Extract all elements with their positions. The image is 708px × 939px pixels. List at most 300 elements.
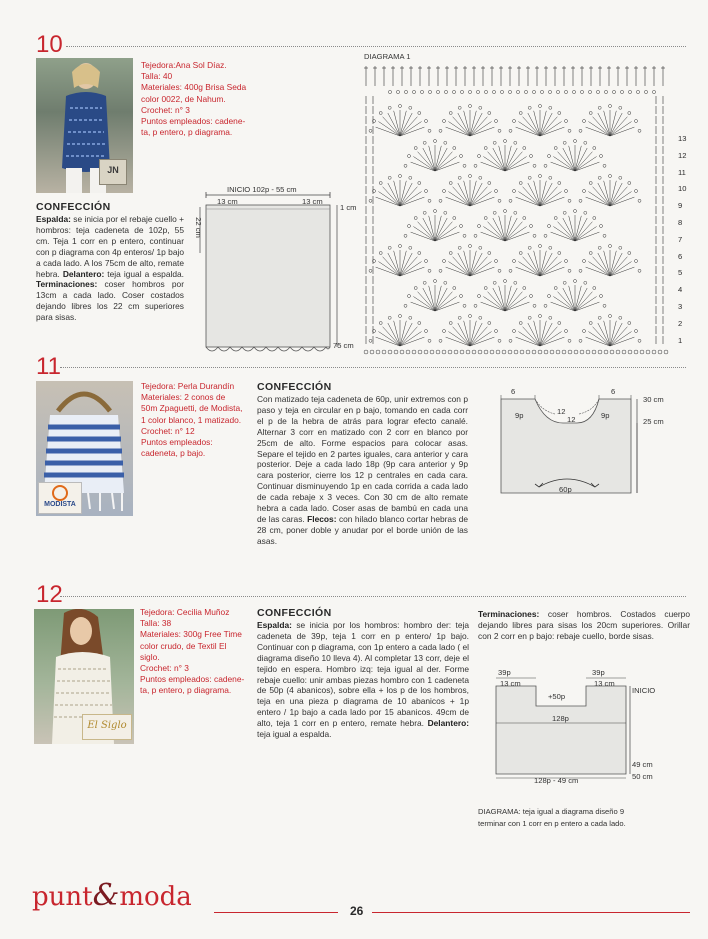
chart-stitch: [609, 245, 612, 248]
chart-stitch: [652, 90, 655, 93]
chart-stitch: [628, 350, 632, 354]
brand-left: punt: [32, 882, 93, 912]
chart-stitch: [379, 322, 382, 325]
chart-stitch: [638, 129, 641, 132]
chart-stitch: [404, 164, 407, 167]
chart-stitch: [628, 182, 631, 185]
chart-stitch: [583, 330, 586, 333]
chart-stitch: [423, 211, 426, 214]
chart-stitch: [418, 252, 421, 255]
top-right-50: 50 cm: [632, 772, 653, 781]
chart-stitch: [418, 112, 421, 115]
row-number: 5: [678, 268, 683, 278]
chart-stitch: [481, 162, 505, 171]
chart-stitch: [466, 350, 470, 354]
credits-item-10: [141, 60, 246, 138]
schema-right-shoulder: 13 cm: [302, 197, 323, 206]
chart-stitch: [504, 140, 507, 143]
chart-stitch: [636, 90, 639, 93]
credit-line: ta, p entero, p diagrama.: [140, 685, 232, 696]
chart-stitch: [495, 190, 498, 193]
chart-stitch: [423, 281, 426, 284]
text-terminaciones: coser hombros por 13cm a cada lado. Coser costados dejando libres los 22 cm superiores para sisas.: [36, 279, 184, 323]
footer-rule-left: [214, 912, 338, 913]
chart-stitch: [435, 232, 459, 241]
chart-stitch: [620, 90, 623, 93]
chart-stitch: [638, 199, 641, 202]
top-bottom: 128p - 49 cm: [534, 776, 579, 785]
chart-stitch: [376, 127, 400, 136]
chart-stitch: [411, 232, 435, 241]
credit-line: Puntos empleados: cadene-: [141, 116, 246, 127]
chart-stitch: [493, 211, 496, 214]
chart-stitch: [436, 350, 440, 354]
chart-stitch: [504, 280, 507, 283]
chart-stitch: [463, 304, 466, 307]
chart-stitch: [479, 176, 482, 179]
chart-stitch: [388, 176, 391, 179]
chart-stitch: [530, 295, 533, 298]
chart-stitch: [551, 232, 575, 241]
chart-stitch: [394, 350, 398, 354]
chart-stitch: [505, 232, 529, 241]
chart-stitch: [628, 112, 631, 115]
chart-stitch: [458, 176, 461, 179]
chart-stitch: [528, 316, 531, 319]
row-number: 11: [678, 167, 686, 177]
chart-stitch: [533, 164, 536, 167]
chart-stitch: [443, 330, 446, 333]
chart-stitch: [414, 147, 417, 150]
chart-stitch: [453, 287, 456, 290]
chart-stitch: [369, 129, 372, 132]
chart-stitch: [425, 260, 428, 263]
chart-stitch: [470, 127, 494, 136]
chart-stitch: [580, 90, 583, 93]
chart-stitch: [563, 281, 566, 284]
text-body: Con matizado teja cadeneta de 60p, unir extremos con p paso y teja en circular en p bajo, tomando en cada corr el p de la hebra de atrás para lograr efecto canalé. Alternar 3 corr en matizado con 2 corr en blanco por 25cm de alto. Forme espacios para colocar asas. Separe el tejido en 2 partes iguales, cara anterior y cara posterior. Deje a cada lado 18p (9p cara anterior y 9p cara posterior, cierre los 12 p centrales en cada cara. Continuar disminuyendo 1p en cada corrida a cada lado de cada rebaje x 3 veces. Con 30 cm de alto remate hebra a cada lado. Coser asas de bambú en cada una de las caras.: [257, 394, 468, 524]
chart-stitch: [379, 252, 382, 255]
chart-stitch: [600, 225, 603, 228]
chart-stitch: [519, 322, 522, 325]
chart-stitch: [583, 260, 586, 263]
text-flecos: con hilado blanco cortar hebras de 28 cm, poner doble y anudar por el borde unión de las asas.: [257, 513, 469, 546]
credit-line: cadeneta, p bajo.: [141, 448, 206, 459]
credit-line: Tejedora: Cecilia Muñoz: [140, 607, 230, 617]
chart-stitch: [509, 199, 512, 202]
chart-stitch: [425, 330, 428, 333]
chart-stitch: [586, 267, 610, 276]
chart-stitch: [469, 175, 472, 178]
heading-confeccion-10: CONFECCIÓN: [36, 201, 111, 213]
chart-stitch: [435, 162, 459, 171]
chart-stitch: [399, 105, 402, 108]
chart-stitch: [411, 162, 435, 171]
bag-height-total: 30 cm: [643, 395, 664, 404]
chart-stitch: [490, 350, 494, 354]
chart-stitch: [568, 199, 571, 202]
chart-stitch: [533, 234, 536, 237]
bag-top-left: 6: [511, 387, 516, 396]
chart-stitch: [388, 316, 391, 319]
chart-stitch: [404, 234, 407, 237]
chart-stitch: [514, 281, 517, 284]
chart-stitch: [428, 90, 431, 93]
chart-stitch: [565, 120, 568, 123]
chart-stitch: [609, 175, 612, 178]
chart-stitch: [428, 129, 431, 132]
chart-stitch: [400, 350, 404, 354]
chart-stitch: [418, 182, 421, 185]
chart-stitch: [549, 106, 552, 109]
chart-stitch: [603, 234, 606, 237]
chart-stitch: [574, 140, 577, 143]
chart-stitch: [495, 260, 498, 263]
chart-stitch: [565, 330, 568, 333]
schema-item-11: [495, 385, 685, 505]
chart-stitch: [460, 155, 463, 158]
brand-logo: JN: [99, 159, 127, 185]
text-delantero: teja igual a espalda.: [107, 268, 184, 279]
chart-stitch: [538, 350, 542, 354]
chart-stitch: [580, 350, 584, 354]
chart-stitch: [579, 199, 582, 202]
chart-stitch: [586, 127, 610, 136]
chart-stitch: [523, 287, 526, 290]
chart-stitch: [523, 217, 526, 220]
item-10-number: 10: [36, 31, 63, 58]
chart-stitch: [514, 350, 518, 354]
row-number: 3: [678, 302, 683, 311]
chart-stitch: [574, 350, 578, 354]
row-number: 1: [678, 335, 683, 345]
chart-stitch: [408, 155, 411, 158]
chart-stitch: [400, 197, 424, 206]
chart-stitch: [548, 155, 551, 158]
bag-left-p: 9p: [515, 411, 524, 420]
chart-stitch: [428, 339, 431, 342]
chart-stitch: [598, 316, 601, 319]
row-number: 10: [678, 184, 687, 194]
chart-stitch: [516, 197, 540, 206]
chart-stitch: [488, 182, 491, 185]
schema-bottom: 75 cm: [333, 341, 354, 350]
chart-stitch: [539, 105, 542, 108]
chart-stitch: [469, 315, 472, 318]
bag-bottom-p: 60p: [559, 485, 572, 494]
chart-stitch: [539, 315, 542, 318]
chart-stitch: [495, 120, 498, 123]
credit-line: Materiales: 400g Brisa Seda: [141, 82, 247, 93]
chart-stitch: [610, 267, 634, 276]
chart-stitch: [502, 350, 506, 354]
chart-stitch: [558, 182, 561, 185]
chart-stitch: [619, 246, 622, 249]
chart-stitch: [550, 350, 554, 354]
chart-stitch: [598, 106, 601, 109]
chart-stitch: [600, 295, 603, 298]
diagram-1: [360, 52, 690, 362]
chart-stitch: [544, 304, 547, 307]
chart-stitch: [516, 127, 540, 136]
chart-stitch: [493, 141, 496, 144]
note-line-1: DIAGRAMA: teja igual a diagrama diseño 9: [478, 807, 625, 816]
chart-stitch: [428, 199, 431, 202]
schema-side: 22 cm: [193, 217, 203, 238]
chart-stitch: [460, 295, 463, 298]
label-delantero: Delantero:: [427, 718, 470, 729]
text-espalda: se inicia por el rebaje cuello + hombros: teja cadeneta de 102p, 55 cm. Teja 1 corr en p entero, continuar con p diagrama con 4p enteros/ 1p bajo a cada lado. A los 75cm de alto, remate hebra.: [36, 214, 184, 279]
photo-item-10: [36, 58, 133, 193]
chart-stitch: [593, 147, 596, 150]
chart-stitch: [434, 210, 437, 213]
label-espalda: Espalda:: [36, 214, 71, 224]
chart-stitch: [424, 350, 428, 354]
chart-stitch: [610, 350, 614, 354]
chart-stitch: [544, 164, 547, 167]
chart-stitch: [470, 197, 494, 206]
chart-stitch: [488, 252, 491, 255]
chart-stitch: [411, 302, 435, 311]
chart-stitch: [628, 322, 631, 325]
chart-stitch: [558, 112, 561, 115]
chart-stitch: [530, 155, 533, 158]
chart-stitch: [474, 164, 477, 167]
diagram-title: DIAGRAMA 1: [364, 52, 411, 61]
chart-stitch: [600, 155, 603, 158]
chart-stitch: [540, 267, 564, 276]
chart-stitch: [646, 350, 650, 354]
chart-stitch: [551, 162, 575, 171]
bag-center-p2: 12: [567, 415, 576, 424]
chart-stitch: [478, 295, 481, 298]
chart-stitch: [520, 350, 524, 354]
chart-stitch: [548, 295, 551, 298]
garment-schema: [190, 185, 365, 355]
chart-stitch: [539, 175, 542, 178]
chart-stitch: [418, 322, 421, 325]
row-number: 2: [678, 318, 683, 328]
schema-item-12: [490, 668, 690, 788]
chart-stitch: [628, 252, 631, 255]
chart-stitch: [604, 90, 607, 93]
chart-stitch: [598, 350, 602, 354]
chart-stitch: [574, 210, 577, 213]
chart-stitch: [583, 190, 586, 193]
chart-stitch: [579, 269, 582, 272]
chart-stitch: [444, 211, 447, 214]
chart-stitch: [469, 245, 472, 248]
chart-stitch: [409, 316, 412, 319]
chart-stitch: [376, 337, 400, 346]
chart-stitch: [528, 106, 531, 109]
chart-stitch: [589, 112, 592, 115]
credit-line: Puntos empleados:: [141, 437, 213, 448]
chart-stitch: [586, 337, 610, 346]
chart-stitch: [583, 120, 586, 123]
chart-stitch: [638, 339, 641, 342]
chart-stitch: [481, 232, 505, 241]
chart-stitch: [508, 90, 511, 93]
chart-stitch: [568, 269, 571, 272]
chart-stitch: [468, 90, 471, 93]
chart-stitch: [449, 252, 452, 255]
chart-stitch: [439, 199, 442, 202]
chart-stitch: [376, 267, 400, 276]
chart-stitch: [439, 339, 442, 342]
chart-stitch: [399, 245, 402, 248]
chart-stitch: [369, 269, 372, 272]
chart-stitch: [598, 246, 601, 249]
footer-rule-right: [372, 912, 690, 913]
chart-stitch: [409, 246, 412, 249]
chart-stitch: [428, 269, 431, 272]
chart-stitch: [369, 339, 372, 342]
chart-stitch: [446, 197, 470, 206]
chart-stitch: [449, 112, 452, 115]
diagram-note-12: [478, 806, 626, 830]
chart-stitch: [488, 112, 491, 115]
bag-top-right: 6: [611, 387, 616, 396]
chart-stitch: [616, 350, 620, 354]
chart-stitch: [604, 350, 608, 354]
chart-stitch: [484, 350, 488, 354]
item-12-number: 12: [36, 581, 63, 608]
chart-stitch: [519, 182, 522, 185]
credit-line: Crochet: n° 3: [140, 663, 189, 674]
chart-stitch: [568, 129, 571, 132]
chart-stitch: [420, 90, 423, 93]
chart-stitch: [640, 350, 644, 354]
chart-stitch: [504, 210, 507, 213]
chart-stitch: [544, 350, 548, 354]
label-flecos: Flecos:: [307, 513, 337, 524]
chart-stitch: [396, 90, 399, 93]
chart-stitch: [540, 197, 564, 206]
note-line-2: terminar con 1 corr en p entero a cada lado.: [478, 819, 626, 828]
chart-stitch: [478, 350, 482, 354]
chart-stitch: [513, 120, 516, 123]
chart-stitch: [430, 350, 434, 354]
chart-stitch: [449, 322, 452, 325]
chart-stitch: [589, 182, 592, 185]
photo-item-11: [36, 381, 133, 516]
item-11-number: 11: [36, 353, 61, 380]
chart-stitch: [598, 176, 601, 179]
label-espalda: Espalda:: [257, 620, 292, 630]
text-espalda: se inicia por los hombros: hombro der: teja cadeneta de 39p, teja 1 corr en p entero/ 1p bajo. Continuar con p diagrama, con 1p entero a cada lado ( el diagrama diseño 10 lleva 4). Al completar 13 corr, deje el tejido en espera. Hombro izq: teja igual al der. Forme rebaje cuello: unir ambas piezas hombro con 1 cadeneta de 50p (4 abanicos), sobre ella + los p de los hombros, teja en una pieza p diagrama de 10 abanicos + 1p entero / 1p bajo a cada lado por 15 abanicos. 49cm de alto, teja 1 corr en p entero, remate hebra.: [257, 620, 469, 729]
credit-line: Materiales: 300g Free Time: [140, 629, 242, 640]
chart-stitch: [524, 90, 527, 93]
schema-top-label: INICIO 102p - 55 cm: [227, 185, 297, 194]
chart-stitch: [443, 260, 446, 263]
chart-stitch: [549, 176, 552, 179]
chart-stitch: [370, 350, 374, 354]
chart-stitch: [554, 287, 557, 290]
chart-stitch: [540, 337, 564, 346]
top-center: +50p: [548, 692, 566, 701]
chart-stitch: [505, 302, 529, 311]
chart-stitch: [540, 127, 564, 136]
credit-line: Tejedora: Perla Durandín: [141, 381, 235, 391]
chart-stitch: [436, 90, 439, 93]
text-delantero: teja igual a espalda.: [257, 729, 332, 740]
chart-stitch: [400, 337, 424, 346]
chart-stitch: [652, 350, 656, 354]
chart-stitch: [509, 129, 512, 132]
chart-stitch: [556, 90, 559, 93]
chart-stitch: [532, 350, 536, 354]
chart-stitch: [423, 141, 426, 144]
chart-stitch: [498, 199, 501, 202]
chart-stitch: [446, 337, 470, 346]
chart-stitch: [446, 127, 470, 136]
logo-mark: [52, 485, 68, 501]
chart-stitch: [634, 350, 638, 354]
divider: [60, 596, 686, 597]
chart-stitch: [474, 234, 477, 237]
row-number: 8: [678, 218, 683, 227]
chart-stitch: [664, 350, 668, 354]
row-number: 7: [678, 234, 683, 244]
chart-stitch: [513, 330, 516, 333]
chart-stitch: [493, 281, 496, 284]
chart-stitch: [425, 190, 428, 193]
chart-stitch: [406, 350, 410, 354]
chart-stitch: [379, 182, 382, 185]
chart-stitch: [586, 197, 610, 206]
chart-stitch: [479, 246, 482, 249]
divider: [60, 367, 686, 368]
top-right-49: 49 cm: [632, 760, 653, 769]
chart-stitch: [610, 337, 634, 346]
chart-stitch: [579, 129, 582, 132]
chart-stitch: [528, 246, 531, 249]
chart-stitch: [568, 339, 571, 342]
top-left-p: 39p: [498, 668, 511, 677]
chart-stitch: [565, 190, 568, 193]
chart-stitch: [644, 90, 647, 93]
chart-stitch: [376, 350, 380, 354]
chart-stitch: [454, 350, 458, 354]
chart-stitch: [463, 234, 466, 237]
chart-stitch: [409, 106, 412, 109]
chart-stitch: [500, 90, 503, 93]
instructions-item-10: [36, 214, 184, 323]
chart-stitch: [628, 90, 631, 93]
chart-stitch: [612, 90, 615, 93]
chart-stitch: [408, 225, 411, 228]
chart-stitch: [470, 267, 494, 276]
chart-stitch: [528, 176, 531, 179]
chart-stitch: [404, 304, 407, 307]
row-number: 12: [678, 150, 687, 160]
chart-stitch: [523, 147, 526, 150]
chart-stitch: [532, 90, 535, 93]
chart-stitch: [563, 141, 566, 144]
chart-stitch: [554, 147, 557, 150]
chart-stitch: [379, 112, 382, 115]
chart-stitch: [592, 350, 596, 354]
chart-stitch: [388, 90, 391, 93]
chart-stitch: [498, 129, 501, 132]
chart-stitch: [498, 339, 501, 342]
chart-stitch: [474, 304, 477, 307]
chart-stitch: [463, 164, 466, 167]
credit-line: Crochet: n° 3: [141, 104, 190, 115]
chart-stitch: [435, 302, 459, 311]
heading-confeccion-12: CONFECCIÓN: [257, 607, 332, 619]
